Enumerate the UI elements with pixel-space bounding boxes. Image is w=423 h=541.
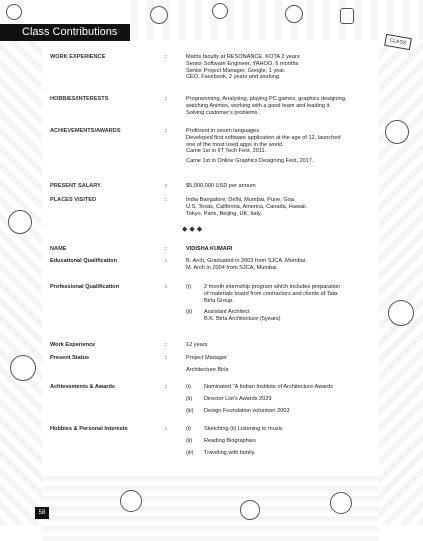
colon: :: [165, 384, 167, 390]
row-value: VIDISHA KUMARI: [186, 246, 233, 252]
colon: :: [165, 246, 167, 252]
row-label: NAME: [50, 246, 67, 252]
row-value: 12 years: [186, 342, 208, 348]
row-label: Work Experience: [50, 342, 96, 348]
row-value: B. Arch, Graduated in 2003 from SJCA, Mumbai. M. Arch in 2004 from SJCA, Mumbai.: [186, 258, 307, 271]
page-title: Class Contributions: [0, 24, 130, 41]
colon: :: [165, 355, 167, 361]
row-label: Professional Qualification: [50, 284, 120, 290]
page-number: 58: [35, 507, 49, 519]
doodle-face-icon: [388, 300, 414, 326]
doodle-face-icon: [150, 6, 168, 24]
doodle-border-top: [130, 0, 423, 40]
doodle-face-icon: [240, 500, 260, 520]
doodle-face-icon: [10, 355, 36, 381]
row-value: Project Manager Architecture Birla: [186, 355, 229, 373]
row-label: WORK EXPERIENCE: [50, 54, 106, 60]
row-label: ACHIEVEMENTS/AWARDS: [50, 128, 121, 134]
colon: :: [165, 342, 167, 348]
row-value: Programming, Analysing, playing PC games, graphics designing, watching Animes, working with a good team and leading it. Solving customer's problems.: [186, 96, 347, 116]
doodle-border-right: [379, 40, 423, 525]
doodle-border-bottom: [42, 475, 379, 541]
doodle-face-icon: [285, 5, 303, 23]
row-label: HOBBIES/INTERESTS: [50, 96, 109, 102]
doodle-face-icon: [120, 490, 142, 512]
colon: :: [165, 426, 167, 432]
row-value: (i) Nominated "A Indian Institute of Architecture Awards (ii) Director List's Awards 2029 (iii) Design Foundation volunteer 2003: [186, 384, 334, 414]
row-label: Educational Qualification: [50, 258, 118, 264]
colon: :: [165, 284, 167, 290]
row-label: PLACES VISITED: [50, 197, 97, 203]
row-value: $5,000,000 USD per annum: [186, 183, 256, 189]
colon: :: [165, 54, 167, 60]
colon: :: [165, 197, 167, 203]
row-value: India Bangalore, Delhi, Mumbai, Pune, Goa. U.S. Texas, California, America, Canada, Hawaii. Tokyo, Paris, Beijing, UK, Italy.: [186, 197, 308, 217]
colon: :: [165, 96, 167, 102]
doodle-face-icon: [385, 120, 409, 144]
doodle-face-icon: [8, 210, 32, 234]
colon: :: [165, 183, 167, 189]
row-label: Hobbies & Personal Interests: [50, 426, 128, 432]
doodle-book-icon: [340, 8, 354, 24]
row-label: Achievements & Awards: [50, 384, 115, 390]
doodle-face-icon: [330, 492, 352, 514]
row-label: PRESENT SALARY: [50, 183, 101, 189]
doodle-face-icon: [212, 3, 228, 19]
doodle-border-left: [0, 40, 42, 525]
row-value: (i) 2 month internship program which includes preparation of materials board from contractors and clients of Tata Birla Group. (ii) Assistant Architect B.K. Birla Architecture (5years): [186, 284, 341, 323]
row-value: Maths faculty at RESONANCE, KOTA 2 years Senior Software Engineer, YAHOO, 6 months Senior Project Manager, Google, 1 year. CEO, Facebook, 2 years and working.: [186, 54, 300, 81]
colon: :: [165, 258, 167, 264]
doodle-face-icon: [6, 4, 22, 20]
class-badge: CLASS: [384, 34, 412, 50]
section-divider: ◆◆◆: [182, 226, 205, 233]
row-value: Proficient in seven languages. Developed first software application at the age of 12, launched one of the most used apps in the world. Came 1st in IIT Tech Fest, 2011. Came 1st in Online Graphics Designing Fest, 2017.: [186, 128, 341, 165]
row-label: Present Status: [50, 355, 90, 361]
row-value: (i) Sketching (ii) Listening to music (ii) Reading Biographies (iii) Traveling with family.: [186, 426, 283, 456]
colon: :: [165, 128, 167, 134]
